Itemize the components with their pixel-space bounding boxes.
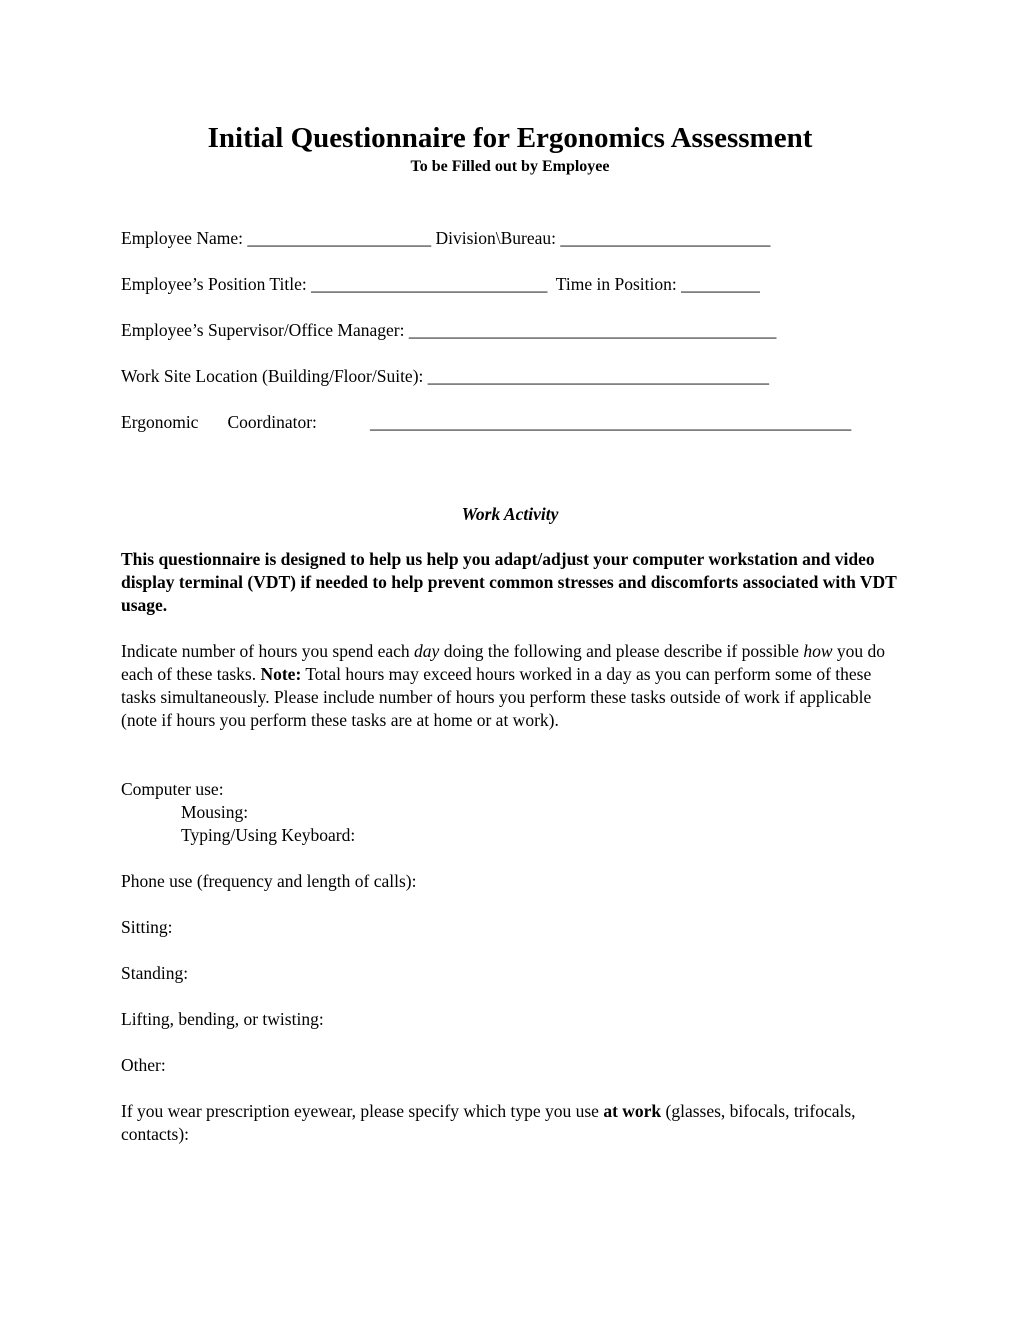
employee-name-label: Employee Name: xyxy=(121,228,243,248)
employee-name-field[interactable]: _____________________ xyxy=(247,228,432,248)
time-in-position-field[interactable]: _________ xyxy=(681,274,760,294)
instructions-day: day xyxy=(414,641,440,661)
instructions-how: how xyxy=(803,641,833,661)
computer-use-label: Computer use: xyxy=(121,779,224,799)
document-title: Initial Questionnaire for Ergonomics Assessment xyxy=(207,122,813,154)
mousing-label: Mousing: xyxy=(181,802,249,822)
work-site-label: Work Site Location (Building/Floor/Suite): xyxy=(121,366,424,386)
instructions-paragraph xyxy=(121,640,906,732)
position-title-field[interactable]: ___________________________ xyxy=(311,274,548,294)
instructions-text-4: Total hours may exceed hours worked in a day as you can perform some of these tasks simultaneously. Please include number of hours you perform these tasks outside of work if applicable (note if hours you perform these tasks are at home or at work). xyxy=(121,664,872,730)
employee-name-row xyxy=(121,227,770,249)
phone-use-label: Phone use (frequency and length of calls): xyxy=(121,871,417,891)
division-label: Division\Bureau: xyxy=(435,228,557,248)
coordinator-label-2: Coordinator: xyxy=(227,412,317,432)
eyewear-text-2: (glasses, bifocals, trifocals, contacts): xyxy=(121,1101,856,1144)
section-heading: Work Activity xyxy=(461,504,559,524)
lifting-label: Lifting, bending, or twisting: xyxy=(121,1009,324,1029)
intro-paragraph: This questionnaire is designed to help us help you adapt/adjust your computer workstation and video display terminal (VDT) if needed to help prevent common stresses and discomforts associated with VDT usage. xyxy=(121,549,897,615)
document-subtitle: To be Filled out by Employee xyxy=(410,158,610,175)
sitting-label: Sitting: xyxy=(121,917,173,937)
position-title-row xyxy=(121,273,760,295)
eyewear-at-work: at work xyxy=(603,1101,662,1121)
supervisor-field[interactable]: __________________________________________ xyxy=(408,320,777,340)
coordinator-label-1: Ergonomic xyxy=(121,412,199,432)
eyewear-text-1: If you wear prescription eyewear, please specify which type you use xyxy=(121,1101,604,1121)
supervisor-row xyxy=(121,319,776,341)
supervisor-label: Employee’s Supervisor/Office Manager: xyxy=(121,320,405,340)
standing-label: Standing: xyxy=(121,963,189,983)
coordinator-row xyxy=(121,411,317,433)
instructions-text-1: Indicate number of hours you spend each xyxy=(121,641,415,661)
instructions-note: Note: xyxy=(260,664,302,684)
instructions-text-3: you do each of these tasks. xyxy=(121,641,886,684)
typing-label: Typing/Using Keyboard: xyxy=(181,825,356,845)
work-site-field[interactable]: _______________________________________ xyxy=(427,366,770,386)
division-field[interactable]: ________________________ xyxy=(560,228,771,248)
eyewear-question xyxy=(121,1100,906,1146)
instructions-text-2: doing the following and please describe if possible xyxy=(439,641,804,661)
coordinator-field[interactable]: _______________________________________________________ xyxy=(370,412,852,432)
work-site-row xyxy=(121,365,769,387)
position-title-label: Employee’s Position Title: xyxy=(121,274,307,294)
other-label: Other: xyxy=(121,1055,166,1075)
time-in-position-label: Time in Position: xyxy=(555,274,677,294)
